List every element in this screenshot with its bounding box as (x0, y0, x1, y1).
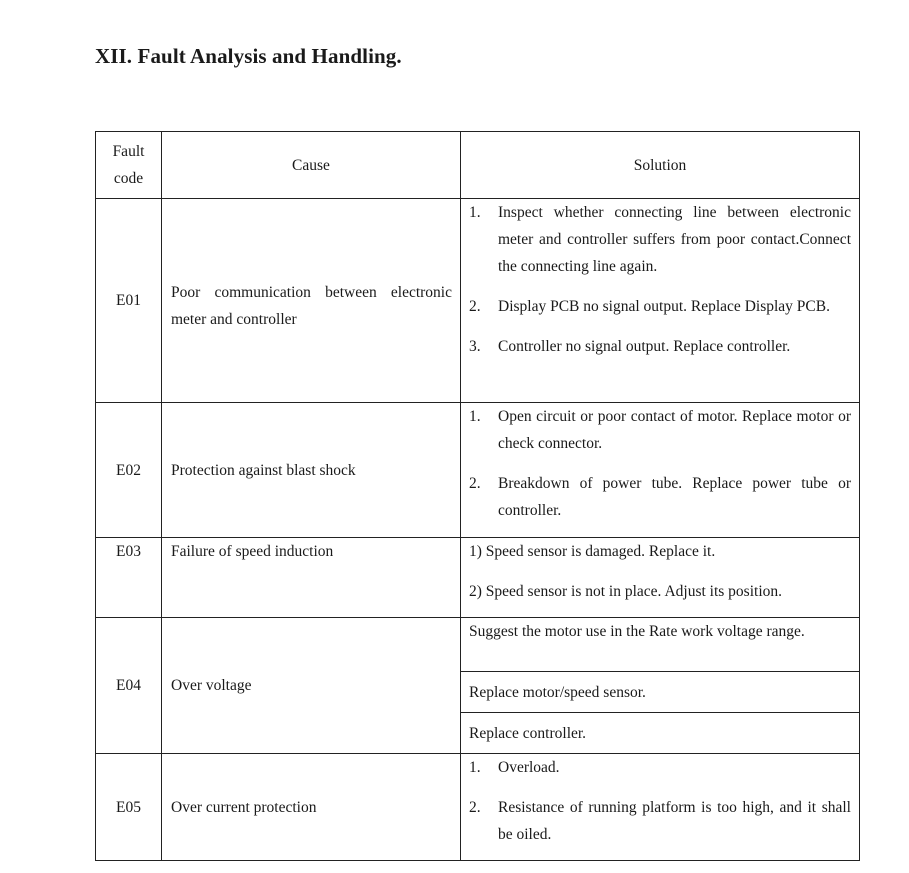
solution-item: 1. Overload. (469, 759, 560, 776)
solution-item: 2. Breakdown of power tube. Replace power tube or controller. (469, 475, 851, 519)
fault-solution (461, 403, 860, 538)
fault-solution (461, 538, 860, 618)
solution-item: 1) Speed sensor is damaged. Replace it. (469, 543, 716, 560)
solution-item: 3. Controller no signal output. Replace controller. (469, 338, 791, 355)
table-header-row (96, 132, 860, 199)
solution-item: Suggest the motor use in the Rate work voltage range. (461, 618, 860, 672)
fault-cause: Poor communication between electronic meter and controller (162, 199, 461, 403)
fault-cause: Over current protection (162, 754, 461, 861)
fault-solution (461, 199, 860, 403)
solution-item: 1. Open circuit or poor contact of motor. Replace motor or check connector. (469, 408, 851, 452)
fault-table (95, 131, 860, 861)
fault-code: E02 (96, 403, 162, 538)
fault-code: E03 (96, 538, 162, 618)
page-title: XII. Fault Analysis and Handling. (95, 44, 402, 68)
fault-cause: Protection against blast shock (162, 403, 461, 538)
fault-code: E05 (96, 754, 162, 861)
header-solution: Solution (461, 132, 860, 199)
solution-item: Replace motor/speed sensor. (461, 672, 860, 713)
fault-code: E01 (96, 199, 162, 403)
solution-item: 2. Display PCB no signal output. Replace Display PCB. (469, 298, 830, 315)
solution-item: 2) Speed sensor is not in place. Adjust its position. (469, 583, 782, 600)
table-row (96, 538, 860, 618)
table-row (96, 618, 860, 672)
solution-item: Replace controller. (461, 713, 860, 754)
fault-cause: Failure of speed induction (162, 538, 461, 618)
table-row (96, 403, 860, 538)
fault-solution (461, 754, 860, 861)
header-fault-code: Fault code (96, 132, 162, 199)
solution-item: 1. Inspect whether connecting line between electronic meter and controller suffers from poor contact.Connect the connecting line again. (469, 204, 851, 275)
header-cause: Cause (162, 132, 461, 199)
table-row (96, 754, 860, 861)
fault-cause: Over voltage (162, 618, 461, 754)
table-row (96, 199, 860, 403)
solution-item: 2. Resistance of running platform is too high, and it shall be oiled. (469, 799, 851, 843)
fault-code: E04 (96, 618, 162, 754)
